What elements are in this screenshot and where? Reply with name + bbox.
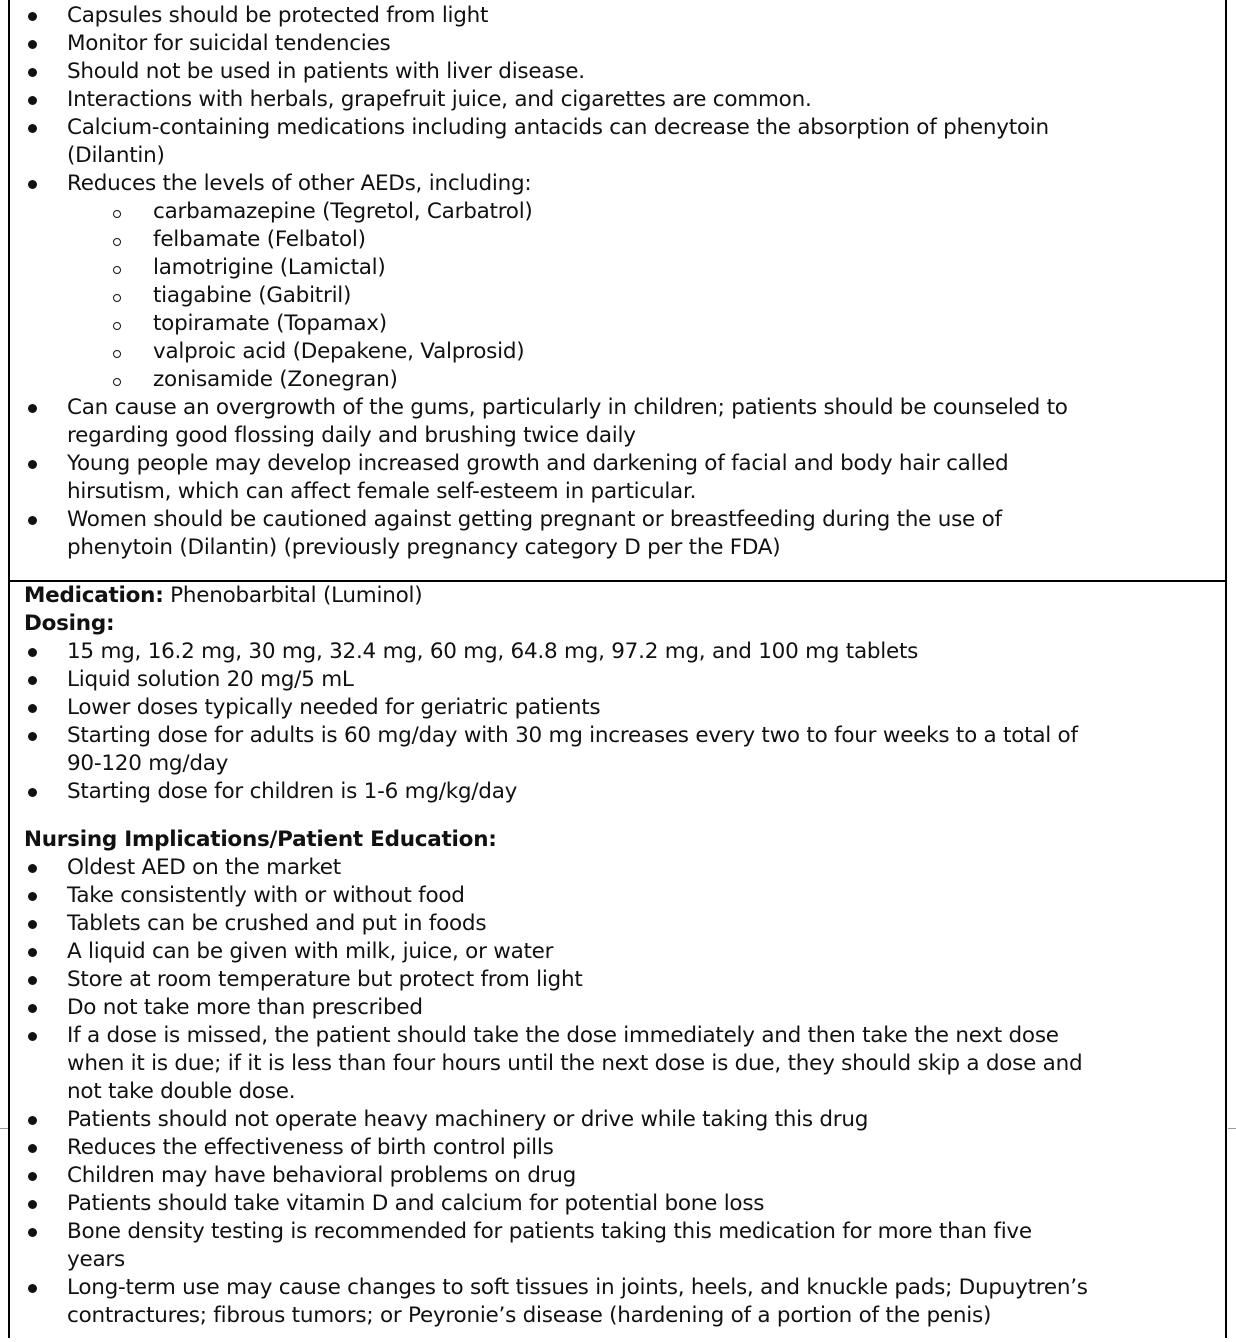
- sub-list-item: topiramate (Topamax): [153, 311, 387, 336]
- list-item-continuation: when it is due; if it is less than four hours until the next dose is due, they should skip a dose and: [67, 1051, 1083, 1076]
- phenytoin-cell: [10, 0, 1225, 582]
- sub-bullet-icon: [113, 322, 121, 330]
- list-item: Starting dose for children is 1-6 mg/kg/day: [67, 779, 518, 804]
- bullet-icon: [28, 124, 37, 133]
- list-item-continuation: regarding good flossing daily and brushing twice daily: [67, 423, 636, 448]
- bullet-icon: [28, 12, 37, 21]
- bullet-icon: [28, 976, 37, 985]
- list-item: Long-term use may cause changes to soft tissues in joints, heels, and knuckle pads; Dupuytren’s: [67, 1275, 1088, 1300]
- list-item: Patients should not operate heavy machinery or drive while taking this drug: [67, 1107, 869, 1132]
- bullet-icon: [28, 892, 37, 901]
- bullet-icon: [28, 96, 37, 105]
- sub-bullet-icon: [113, 210, 121, 218]
- sub-bullet-icon: [113, 266, 121, 274]
- phenobarbital-cell: [10, 582, 1225, 1342]
- bullet-icon: [28, 1172, 37, 1181]
- bullet-icon: [28, 948, 37, 957]
- bullet-icon: [28, 1228, 37, 1237]
- list-item: Reduces the effectiveness of birth control pills: [67, 1135, 554, 1160]
- sub-bullet-icon: [113, 378, 121, 386]
- list-item: Women should be cautioned against getting pregnant or breastfeeding during the use of: [67, 507, 1002, 532]
- list-item: Liquid solution 20 mg/5 mL: [67, 667, 354, 692]
- sub-list-item: carbamazepine (Tegretol, Carbatrol): [153, 199, 533, 224]
- list-item: If a dose is missed, the patient should take the dose immediately and then take the next dose: [67, 1023, 1059, 1048]
- page-break-rule-right: [1228, 1128, 1236, 1129]
- sub-list-item: zonisamide (Zonegran): [153, 367, 398, 392]
- list-item: Take consistently with or without food: [67, 883, 465, 908]
- sub-bullet-icon: [113, 238, 121, 246]
- list-item: Young people may develop increased growth and darkening of facial and body hair called: [67, 451, 1009, 476]
- bullet-icon: [28, 788, 37, 797]
- sub-bullet-icon: [113, 350, 121, 358]
- bullet-icon: [28, 676, 37, 685]
- list-item-continuation: (Dilantin): [67, 143, 165, 168]
- list-item: Starting dose for adults is 60 mg/day with 30 mg increases every two to four weeks to a total of: [67, 723, 1078, 748]
- list-item: Can cause an overgrowth of the gums, particularly in children; patients should be counseled to: [67, 395, 1068, 420]
- list-item: A liquid can be given with milk, juice, or water: [67, 939, 554, 964]
- list-item: Children may have behavioral problems on drug: [67, 1163, 577, 1188]
- bullet-icon: [28, 648, 37, 657]
- bullet-icon: [28, 516, 37, 525]
- sub-list-item: felbamate (Felbatol): [153, 227, 366, 252]
- list-item: Store at room temperature but protect from light: [67, 967, 583, 992]
- list-item: Reduces the levels of other AEDs, including:: [67, 171, 532, 196]
- list-item: Do not take more than prescribed: [67, 995, 423, 1020]
- bullet-icon: [28, 1144, 37, 1153]
- medication-heading: [24, 582, 422, 610]
- bullet-icon: [28, 1200, 37, 1209]
- bullet-icon: [28, 1116, 37, 1125]
- list-item: Calcium-containing medications including antacids can decrease the absorption of phenytoin: [67, 115, 1049, 140]
- bullet-icon: [28, 1004, 37, 1013]
- dosing-label: Dosing:: [24, 611, 115, 636]
- list-item-continuation: years: [67, 1247, 125, 1272]
- nursing-label: Nursing Implications/Patient Education:: [24, 827, 497, 852]
- bullet-icon: [28, 732, 37, 741]
- sub-bullet-icon: [113, 294, 121, 302]
- bullet-icon: [28, 180, 37, 189]
- list-item: Monitor for suicidal tendencies: [67, 31, 391, 56]
- bullet-icon: [28, 40, 37, 49]
- bullet-icon: [28, 1032, 37, 1041]
- bullet-icon: [28, 704, 37, 713]
- list-item: Interactions with herbals, grapefruit juice, and cigarettes are common.: [67, 87, 812, 112]
- bullet-icon: [28, 460, 37, 469]
- list-item: Capsules should be protected from light: [67, 3, 489, 28]
- list-item-continuation: contractures; fibrous tumors; or Peyronie’s disease (hardening of a portion of the penis): [67, 1303, 992, 1328]
- medication-value: Phenobarbital (Luminol): [163, 583, 423, 608]
- list-item-continuation: phenytoin (Dilantin) (previously pregnancy category D per the FDA): [67, 535, 781, 560]
- bullet-icon: [28, 920, 37, 929]
- medication-label: Medication:: [24, 583, 164, 608]
- sub-list-item: tiagabine (Gabitril): [153, 283, 352, 308]
- list-item: Lower doses typically needed for geriatric patients: [67, 695, 601, 720]
- sub-list-item: valproic acid (Depakene, Valprosid): [153, 339, 525, 364]
- list-item: Oldest AED on the market: [67, 855, 341, 880]
- list-item-continuation: not take double dose.: [67, 1079, 296, 1104]
- list-item-continuation: hirsutism, which can affect female self-esteem in particular.: [67, 479, 697, 504]
- medication-table: [8, 0, 1227, 1338]
- bullet-icon: [28, 1284, 37, 1293]
- list-item: Tablets can be crushed and put in foods: [67, 911, 487, 936]
- list-item: 15 mg, 16.2 mg, 30 mg, 32.4 mg, 60 mg, 64.8 mg, 97.2 mg, and 100 mg tablets: [67, 639, 919, 664]
- sub-list-item: lamotrigine (Lamictal): [153, 255, 386, 280]
- list-item: Bone density testing is recommended for patients taking this medication for more than five: [67, 1219, 1032, 1244]
- list-item: Should not be used in patients with liver disease.: [67, 59, 585, 84]
- list-item-continuation: 90-120 mg/day: [67, 751, 229, 776]
- bullet-icon: [28, 68, 37, 77]
- bullet-icon: [28, 864, 37, 873]
- list-item: Patients should take vitamin D and calcium for potential bone loss: [67, 1191, 765, 1216]
- bullet-icon: [28, 404, 37, 413]
